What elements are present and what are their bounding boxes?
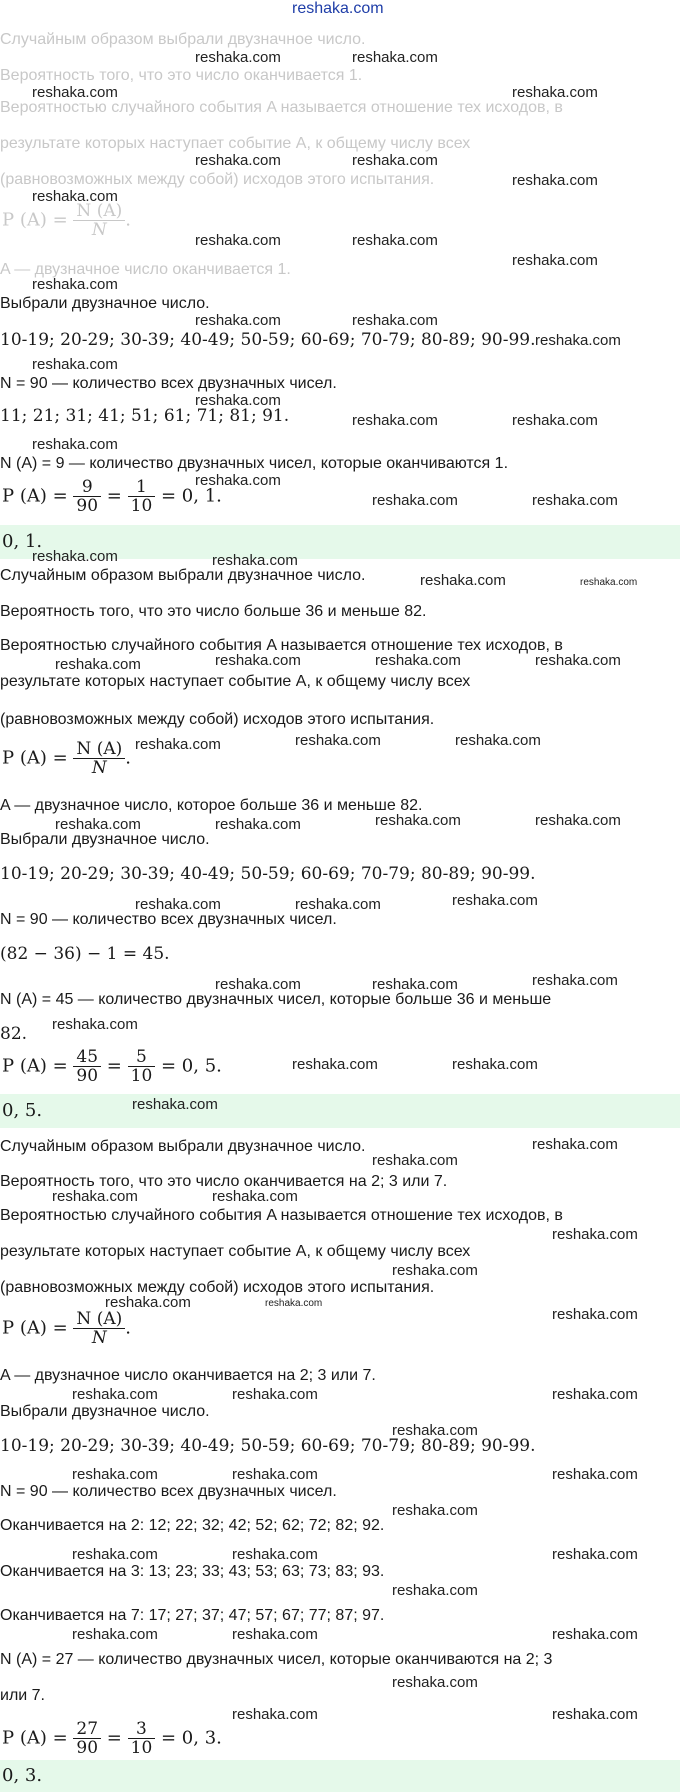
problem2-n-a-line1: N (A) = 45 — количество двузначных чисел, которые больше 36 и меньше: [0, 991, 552, 1008]
formula-denominator: N: [91, 1328, 107, 1348]
watermark: reshaka.com: [392, 1674, 478, 1691]
formula-fraction: [73, 1310, 125, 1347]
calc-rhs: = 0, 3.: [161, 1727, 222, 1749]
problem3-ends-3: Оканчивается на 3: 13; 23; 33; 43; 53; 63; 73; 83; 93.: [0, 1563, 385, 1580]
watermark: reshaka.com: [552, 1546, 638, 1563]
watermark: reshaka.com: [32, 276, 118, 293]
problem1-definition-line1: Вероятностью случайного события A называется отношение тех исходов, в: [0, 99, 563, 116]
calc-denominator-2: 10: [130, 1738, 153, 1758]
calc-numerator-1: 45: [73, 1048, 101, 1067]
watermark: reshaka.com: [552, 1466, 638, 1483]
formula-numerator: N (A): [73, 1310, 125, 1329]
watermark: reshaka.com: [32, 356, 118, 373]
watermark: reshaka.com: [72, 1546, 158, 1563]
watermark: reshaka.com: [532, 1136, 618, 1153]
calc-numerator-1: 9: [73, 478, 101, 497]
formula-lhs: P (A) =: [2, 747, 68, 769]
problem3-title: Случайным образом выбрали двузначное число.: [0, 1138, 366, 1155]
watermark: reshaka.com: [452, 1056, 538, 1073]
calc-lhs: P (A) =: [2, 485, 68, 507]
watermark: reshaka.com: [195, 472, 281, 489]
watermark: reshaka.com: [215, 652, 301, 669]
calc-fraction-1: [73, 478, 101, 515]
calc-numerator-2: 3: [128, 1720, 156, 1739]
watermark: reshaka.com: [512, 412, 598, 429]
problem1-definition-line3: (равновозможных между собой) исходов этого испытания.: [0, 171, 435, 188]
watermark: reshaka.com: [512, 84, 598, 101]
problem1-formula: P (A) = $\frac{N (A)}{N}$ .: [2, 201, 131, 240]
problem1-list: 11; 21; 31; 41; 51; 61; 71; 81; 91.: [0, 406, 290, 426]
watermark: reshaka.com: [215, 976, 301, 993]
problem2-answer: 0, 5.: [2, 1100, 43, 1121]
calc-lhs: P (A) =: [2, 1727, 68, 1749]
problem2-ranges: 10-19; 20-29; 30-39; 40-49; 50-59; 60-69; 70-79; 80-89; 90-99.: [0, 864, 536, 884]
calc-fraction-2: [128, 1048, 156, 1085]
watermark: reshaka.com: [552, 1386, 638, 1403]
watermark: reshaka.com: [552, 1706, 638, 1723]
problem1-answer: 0, 1.: [2, 531, 43, 552]
watermark: reshaka.com: [375, 812, 461, 829]
watermark: reshaka.com: [512, 252, 598, 269]
watermark: reshaka.com: [32, 84, 118, 101]
calc-numerator-2: 5: [128, 1048, 156, 1067]
problem3-calculation: P (A) = $\frac{27}{90}$ = $\frac{3}{10}$ = 0, 3.: [2, 1719, 222, 1758]
problem3-n-a-line1: N (A) = 27 — количество двузначных чисел, которые оканчиваются на 2; 3: [0, 1651, 553, 1668]
calc-denominator-1: 90: [76, 1066, 99, 1086]
problem1-title: Случайным образом выбрали двузначное число.: [0, 31, 366, 48]
formula-fraction: [73, 740, 125, 777]
problem1-ranges: 10-19; 20-29; 30-39; 40-49; 50-59; 60-69; 70-79; 80-89; 90-99.: [0, 330, 536, 350]
problem3-definition-line3: (равновозможных между собой) исходов этого испытания.: [0, 1279, 435, 1296]
problem3-ends-2: Оканчивается на 2: 12; 22; 32; 42; 52; 62; 72; 82; 92.: [0, 1517, 385, 1534]
problem1-calculation: P (A) = $\frac{9}{90}$ = $\frac{1}{10}$ = 0, 1.: [2, 477, 222, 516]
formula-lhs: P (A) =: [2, 209, 68, 231]
calc-denominator-1: 90: [76, 1738, 99, 1758]
watermark: reshaka.com: [72, 1466, 158, 1483]
problem2-count: (82 − 36) − 1 = 45.: [0, 944, 170, 964]
watermark: reshaka.com: [295, 896, 381, 913]
watermark: reshaka.com: [295, 732, 381, 749]
problem3-definition-line1: Вероятностью случайного события A называется отношение тех исходов, в: [0, 1207, 563, 1224]
formula-lhs: P (A) =: [2, 1317, 68, 1339]
problem3-n-total: N = 90 — количество всех двузначных чисел.: [0, 1483, 337, 1500]
watermark: reshaka.com: [265, 1298, 323, 1309]
watermark: reshaka.com: [535, 332, 621, 349]
watermark: reshaka.com: [195, 152, 281, 169]
watermark: reshaka.com: [420, 572, 506, 589]
calc-numerator-2: 1: [128, 478, 156, 497]
problem3-question: Вероятность того, что это число оканчивается на 2; 3 или 7.: [0, 1173, 448, 1190]
problem3-definition-line2: результате которых наступает событие A, к общему числу всех: [0, 1243, 471, 1260]
watermark: reshaka.com: [232, 1386, 318, 1403]
watermark: reshaka.com: [135, 736, 221, 753]
watermark: reshaka.com: [32, 188, 118, 205]
problem1-question: Вероятность того, что это число оканчивается 1.: [0, 67, 363, 84]
watermark: reshaka.com: [372, 1152, 458, 1169]
calc-numerator-1: 27: [73, 1720, 101, 1739]
watermark: reshaka.com: [372, 976, 458, 993]
problem1-definition-line2: результате которых наступает событие A, к общему числу всех: [0, 135, 471, 152]
problem2-n-total: N = 90 — количество всех двузначных чисел.: [0, 911, 337, 928]
calc-fraction-1: [73, 1720, 101, 1757]
watermark: reshaka.com: [352, 412, 438, 429]
watermark: reshaka.com: [552, 1306, 638, 1323]
calc-rhs: = 0, 5.: [161, 1055, 222, 1077]
watermark: reshaka.com: [535, 812, 621, 829]
watermark: reshaka.com: [532, 492, 618, 509]
watermark: reshaka.com: [372, 492, 458, 509]
watermark: reshaka.com: [55, 816, 141, 833]
watermark: reshaka.com: [392, 1422, 478, 1439]
problem3-event: A — двузначное число оканчивается на 2; 3 или 7.: [0, 1367, 376, 1384]
watermark: reshaka.com: [215, 816, 301, 833]
watermark: reshaka.com: [72, 1386, 158, 1403]
calc-fraction-2: [128, 478, 156, 515]
formula-fraction: [73, 202, 125, 239]
watermark: reshaka.com: [392, 1582, 478, 1599]
calc-rhs: = 0, 1.: [161, 485, 222, 507]
calc-fraction-2: [128, 1720, 156, 1757]
watermark: reshaka.com: [55, 656, 141, 673]
watermark: reshaka.com: [292, 1056, 378, 1073]
watermark: reshaka.com: [212, 552, 298, 569]
watermark: reshaka.com: [52, 1016, 138, 1033]
problem3-ends-7: Оканчивается на 7: 17; 27; 37; 47; 57; 67; 77; 87; 97.: [0, 1607, 385, 1624]
watermark: reshaka.com: [132, 1096, 218, 1113]
problem2-chosen: Выбрали двузначное число.: [0, 831, 210, 848]
problem2-title: Случайным образом выбрали двузначное число.: [0, 567, 366, 584]
watermark: reshaka.com: [232, 1546, 318, 1563]
problem3-formula: P (A) = $\frac{N (A)}{N}$ .: [2, 1309, 131, 1348]
watermark: reshaka.com: [195, 49, 281, 66]
formula-denominator: N: [91, 758, 107, 778]
watermark: reshaka.com: [352, 232, 438, 249]
watermark: reshaka.com: [232, 1706, 318, 1723]
problem3-answer-box: [0, 1760, 680, 1792]
watermark: reshaka.com: [535, 652, 621, 669]
problem1-n-total: N = 90 — количество всех двузначных чисел.: [0, 375, 337, 392]
watermark: reshaka.com: [212, 1188, 298, 1205]
watermark: reshaka.com: [195, 392, 281, 409]
watermark: reshaka.com: [352, 49, 438, 66]
watermark: reshaka.com: [105, 1294, 191, 1311]
problem2-answer-box: [0, 1094, 680, 1128]
problem1-chosen: Выбрали двузначное число.: [0, 295, 210, 312]
watermark: reshaka.com: [72, 1626, 158, 1643]
watermark: reshaka.com: [232, 1626, 318, 1643]
watermark: reshaka.com: [232, 1466, 318, 1483]
watermark: reshaka.com: [580, 577, 638, 588]
problem1-event: A — двузначное число оканчивается 1.: [0, 261, 291, 278]
watermark: reshaka.com: [552, 1226, 638, 1243]
problem3-ranges: 10-19; 20-29; 30-39; 40-49; 50-59; 60-69; 70-79; 80-89; 90-99.: [0, 1436, 536, 1456]
problem2-formula: P (A) = $\frac{N (A)}{N}$ .: [2, 739, 131, 778]
calc-denominator-1: 90: [76, 496, 99, 516]
calc-denominator-2: 10: [130, 1066, 153, 1086]
formula-denominator: N: [91, 220, 107, 240]
watermark: reshaka.com: [532, 972, 618, 989]
problem2-definition-line2: результате которых наступает событие A, к общему числу всех: [0, 673, 471, 690]
watermark: reshaka.com: [32, 436, 118, 453]
calc-fraction-1: [73, 1048, 101, 1085]
problem1-n-a: N (A) = 9 — количество двузначных чисел, которые оканчиваются 1.: [0, 455, 509, 472]
problem2-definition-line3: (равновозможных между собой) исходов этого испытания.: [0, 711, 435, 728]
watermark: reshaka.com: [512, 172, 598, 189]
watermark: reshaka.com: [135, 896, 221, 913]
watermark: reshaka.com: [452, 892, 538, 909]
problem3-chosen: Выбрали двузначное число.: [0, 1403, 210, 1420]
watermark: reshaka.com: [392, 1502, 478, 1519]
watermark: reshaka.com: [375, 652, 461, 669]
watermark: reshaka.com: [52, 1188, 138, 1205]
watermark: reshaka.com: [352, 312, 438, 329]
site-name[interactable]: reshaka.com: [292, 0, 384, 17]
watermark: reshaka.com: [392, 1262, 478, 1279]
problem2-calculation: P (A) = $\frac{45}{90}$ = $\frac{5}{10}$ = 0, 5.: [2, 1047, 222, 1086]
watermark: reshaka.com: [455, 732, 541, 749]
calc-denominator-2: 10: [130, 496, 153, 516]
watermark: reshaka.com: [32, 548, 118, 565]
watermark: reshaka.com: [352, 152, 438, 169]
problem2-definition-line1: Вероятностью случайного события A называется отношение тех исходов, в: [0, 637, 563, 654]
problem2-question: Вероятность того, что это число больше 36 и меньше 82.: [0, 603, 427, 620]
watermark: reshaka.com: [195, 312, 281, 329]
problem3-n-a-line2: или 7.: [0, 1687, 45, 1704]
watermark: reshaka.com: [552, 1626, 638, 1643]
problem2-event: A — двузначное число, которое больше 36 и меньше 82.: [0, 797, 423, 814]
calc-lhs: P (A) =: [2, 1055, 68, 1077]
formula-numerator: N (A): [73, 202, 125, 221]
problem3-answer: 0, 3.: [2, 1765, 43, 1786]
formula-numerator: N (A): [73, 740, 125, 759]
problem2-n-a-line2: 82.: [0, 1024, 28, 1044]
watermark: reshaka.com: [195, 232, 281, 249]
